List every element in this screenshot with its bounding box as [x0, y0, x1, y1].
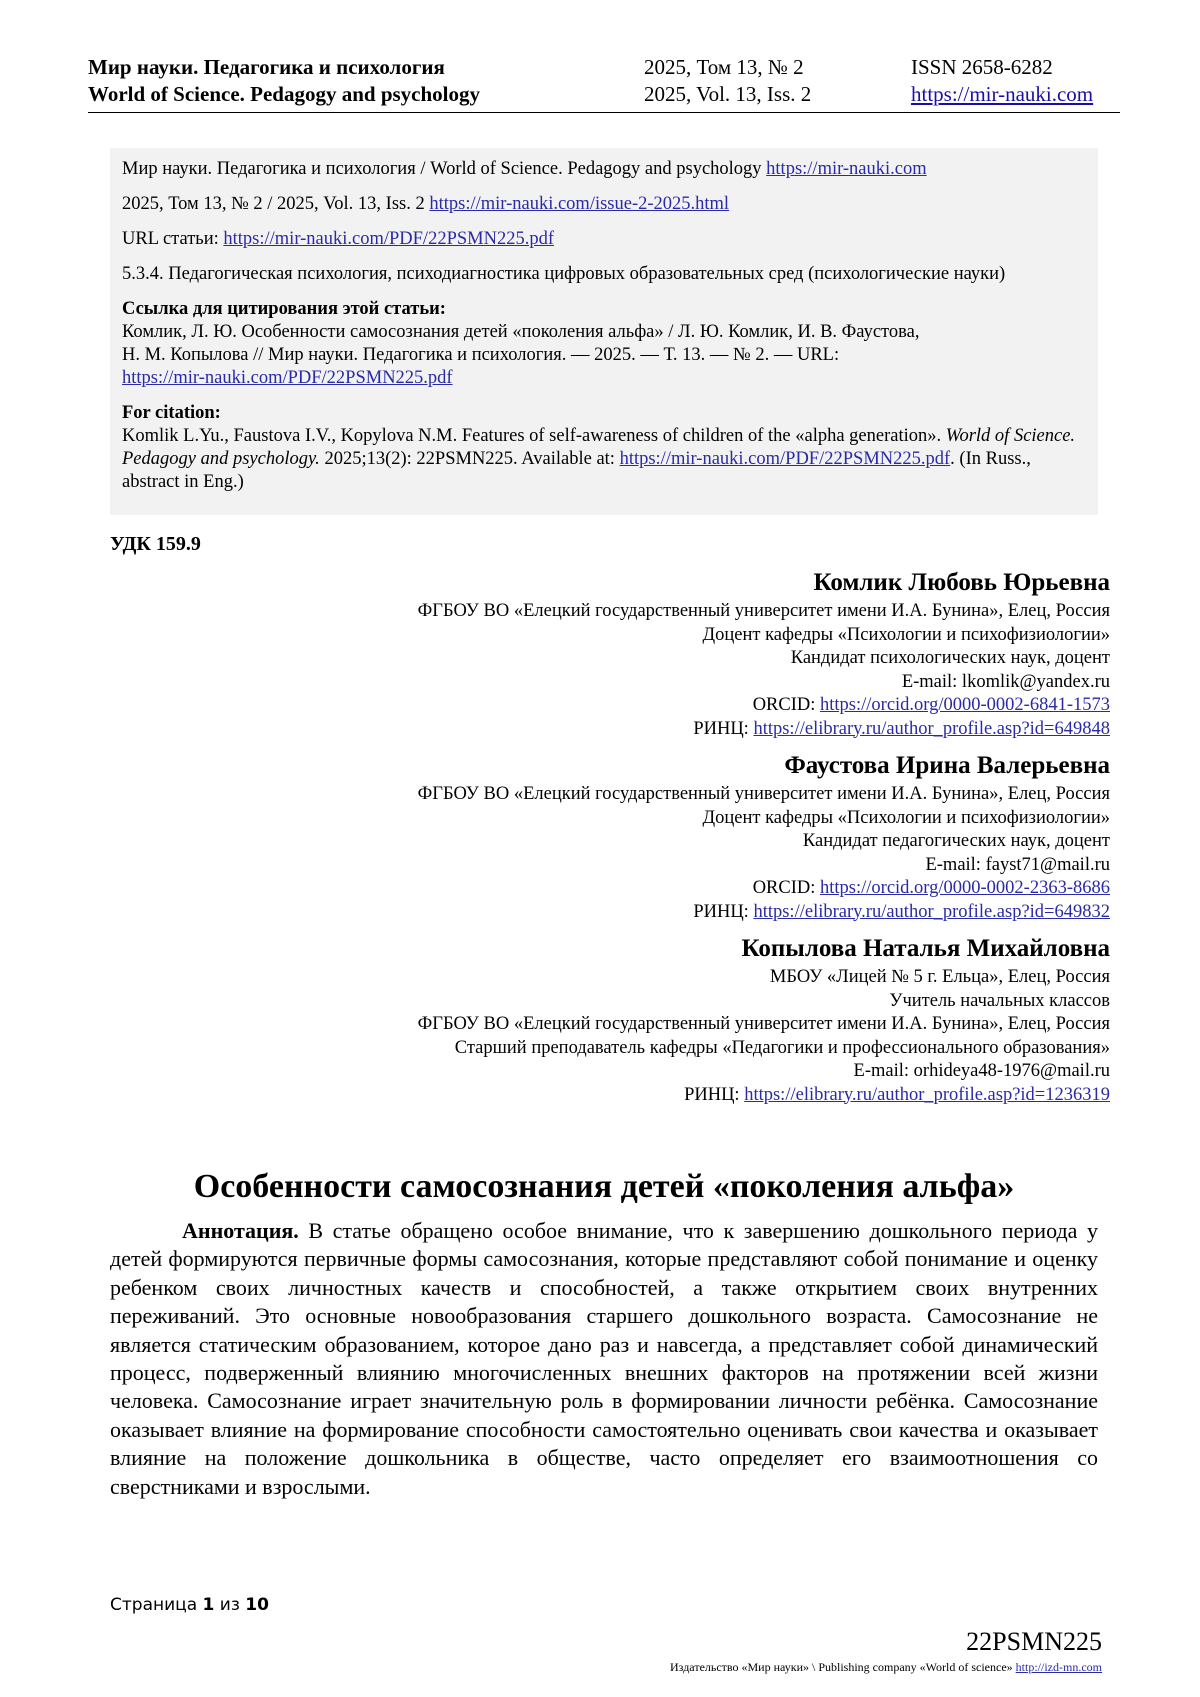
- info-url-label: URL статьи:: [122, 229, 219, 249]
- orcid-link[interactable]: https://orcid.org/0000-0002-6841-1573: [820, 695, 1110, 715]
- info-issue-link[interactable]: https://mir-nauki.com/issue-2-2025.html: [429, 194, 730, 214]
- citation-en: For citation: Komlik L.Yu., Faustova I.V., Kopylova N.M. Features of self-awareness of children of the «alpha generation». World of Science. Pedagogy and psychology. 2025;13(2): 22PSMN225. Available at: https://mir-nauki.com/PDF/22PSMN225.pdf. (In Russ., abstract in Eng.): [122, 403, 1076, 492]
- info-journal-link[interactable]: https://mir-nauki.com: [766, 159, 927, 179]
- journal-title-en: World of Science. Pedagogy and psychology: [88, 82, 481, 106]
- author-position: Доцент кафедры «Психологии и психофизиологии»: [702, 624, 1110, 645]
- author-1: [130, 568, 1110, 741]
- author-2: [130, 751, 1110, 924]
- page-word: Страница: [110, 1595, 198, 1615]
- article-info-box: [110, 148, 1098, 515]
- abstract-text: В статье обращено особое внимание, что к завершению дошкольного периода у детей формируются первичные формы самосознания, которые представляют собой понимание и оценку ребенком своих личностных качеств и способностей, а также открытием своих внутренних переживаний. Это основные новообразования старшего дошкольного возраста. Самосознание не является статическим образованием, которое дано раз и навсегда, а представляет собой динамический процесс, подверженный влиянию многочисленных внешних факторов на протяжении всей жизни человека. Самосознание играет значительную роль в формировании личности ребёнка. Самосознание оказывает влияние на формирование способности самостоятельно оценивать свои качества и оказывает влияние на положение дошкольника в обществе, часто определяет его взаимоотношения со сверстниками и взрослыми.: [110, 1218, 1098, 1499]
- info-issue-line: 2025, Том 13, № 2 / 2025, Vol. 13, Iss. 2: [122, 194, 425, 214]
- author-position: Старший преподаватель кафедры «Педагогики и профессионального образования»: [454, 1037, 1110, 1058]
- author-degree: Кандидат психологических наук, доцент: [790, 648, 1110, 668]
- author-affiliation: ФГБОУ ВО «Елецкий государственный университет имени И.А. Бунина», Елец, Россия: [417, 601, 1110, 621]
- citation-ru: [122, 298, 1086, 390]
- citation-en-text1: Komlik L.Yu., Faustova I.V., Kopylova N.M. Features of self-awareness of children of the «alpha generation».: [122, 426, 942, 446]
- author-affiliation: ФГБОУ ВО «Елецкий государственный университет имени И.А. Бунина», Елец, Россия: [417, 1014, 1110, 1034]
- citation-en-text2: 2025;13(2): 22PSMN225. Available at:: [324, 449, 615, 469]
- abstract: [110, 1217, 1098, 1501]
- article-title: Особенности самосознания детей «поколения альфа»: [193, 1168, 1015, 1205]
- citation-en-label: For citation:: [122, 403, 221, 423]
- author-email: E-mail: fayst71@mail.ru: [925, 854, 1110, 875]
- citation-en-tail: (In Russ., abstract in Eng.): [122, 449, 1031, 492]
- rinc-label: РИНЦ:: [684, 1084, 740, 1105]
- author-email: E-mail: orhideya48-1976@mail.ru: [853, 1061, 1110, 1081]
- article-code: 22PSMN225: [966, 1627, 1102, 1656]
- citation-ru-line1: Комлик, Л. Ю. Особенности самосознания детей «поколения альфа» / Л. Ю. Комлик, И. В. Фаустова,: [122, 322, 920, 342]
- rinc-label: РИНЦ:: [693, 718, 749, 739]
- issue-ru: 2025, Том 13, № 2: [644, 55, 804, 79]
- citation-en-journal: World of Science. Pedagogy and psychology.: [122, 426, 1076, 469]
- authors-block: [130, 568, 1110, 1117]
- publisher-line: [670, 1660, 1102, 1675]
- author-name: Комлик Любовь Юрьевна: [813, 569, 1110, 596]
- rinc-link[interactable]: https://elibrary.ru/author_profile.asp?id=649832: [753, 901, 1110, 922]
- issn: ISSN 2658-6282: [911, 55, 1053, 79]
- author-affiliation: ФГБОУ ВО «Елецкий государственный университет имени И.А. Бунина», Елец, Россия: [417, 784, 1110, 804]
- orcid-link[interactable]: https://orcid.org/0000-0002-2363-8686: [820, 878, 1110, 898]
- info-article-link[interactable]: https://mir-nauki.com/PDF/22PSMN225.pdf: [223, 229, 554, 249]
- page-number: 1: [202, 1595, 215, 1615]
- author-position: Доцент кафедры «Психологии и психофизиологии»: [702, 807, 1110, 828]
- author-3: [130, 934, 1110, 1107]
- citation-ru-label: Ссылка для цитирования этой статьи:: [122, 299, 446, 319]
- citation-en-link[interactable]: https://mir-nauki.com/PDF/22PSMN225.pdf: [619, 449, 951, 469]
- publisher-name: Издательство «Мир науки» \ Publishing company «World of science»: [670, 1660, 1013, 1674]
- of-word: из: [219, 1595, 240, 1615]
- abstract-label: Аннотация.: [182, 1218, 299, 1243]
- journal-site-link[interactable]: https://mir-nauki.com: [911, 82, 1094, 106]
- rinc-label: РИНЦ:: [693, 901, 749, 922]
- orcid-label: ORCID:: [752, 878, 816, 898]
- rinc-link[interactable]: https://elibrary.ru/author_profile.asp?id=1236319: [744, 1084, 1110, 1105]
- author-degree: Кандидат педагогических наук, доцент: [802, 831, 1110, 851]
- journal-title-ru: Мир науки. Педагогика и психология: [88, 55, 445, 79]
- journal-header: [88, 50, 1120, 113]
- page-counter: [110, 1595, 269, 1615]
- author-email: E-mail: lkomlik@yandex.ru: [901, 671, 1110, 692]
- author-name: Копылова Наталья Михайловна: [741, 935, 1110, 962]
- author-affiliation-school: МБОУ «Лицей № 5 г. Ельца», Елец, Россия: [769, 967, 1110, 987]
- rinc-link[interactable]: https://elibrary.ru/author_profile.asp?id=649848: [753, 718, 1110, 739]
- page-total: 10: [245, 1595, 269, 1615]
- author-name: Фаустова Ирина Валерьевна: [784, 752, 1110, 779]
- author-position-school: Учитель начальных классов: [889, 990, 1110, 1011]
- citation-ru-link[interactable]: https://mir-nauki.com/PDF/22PSMN225.pdf: [122, 368, 453, 388]
- publisher-link[interactable]: http://izd-mn.com: [1015, 1660, 1102, 1674]
- citation-ru-line2: Н. М. Копылова // Мир науки. Педагогика и психология. — 2025. — Т. 13. — № 2. — URL:: [122, 345, 840, 365]
- info-specialty: 5.3.4. Педагогическая психология, психодиагностика цифровых образовательных сред (психологические науки): [122, 264, 1006, 284]
- orcid-label: ORCID:: [752, 695, 816, 715]
- info-journal-line: Мир науки. Педагогика и психология / World of Science. Pedagogy and psychology: [122, 159, 762, 179]
- udk-code: УДК 159.9: [110, 533, 201, 555]
- issue-en: 2025, Vol. 13, Iss. 2: [644, 82, 812, 106]
